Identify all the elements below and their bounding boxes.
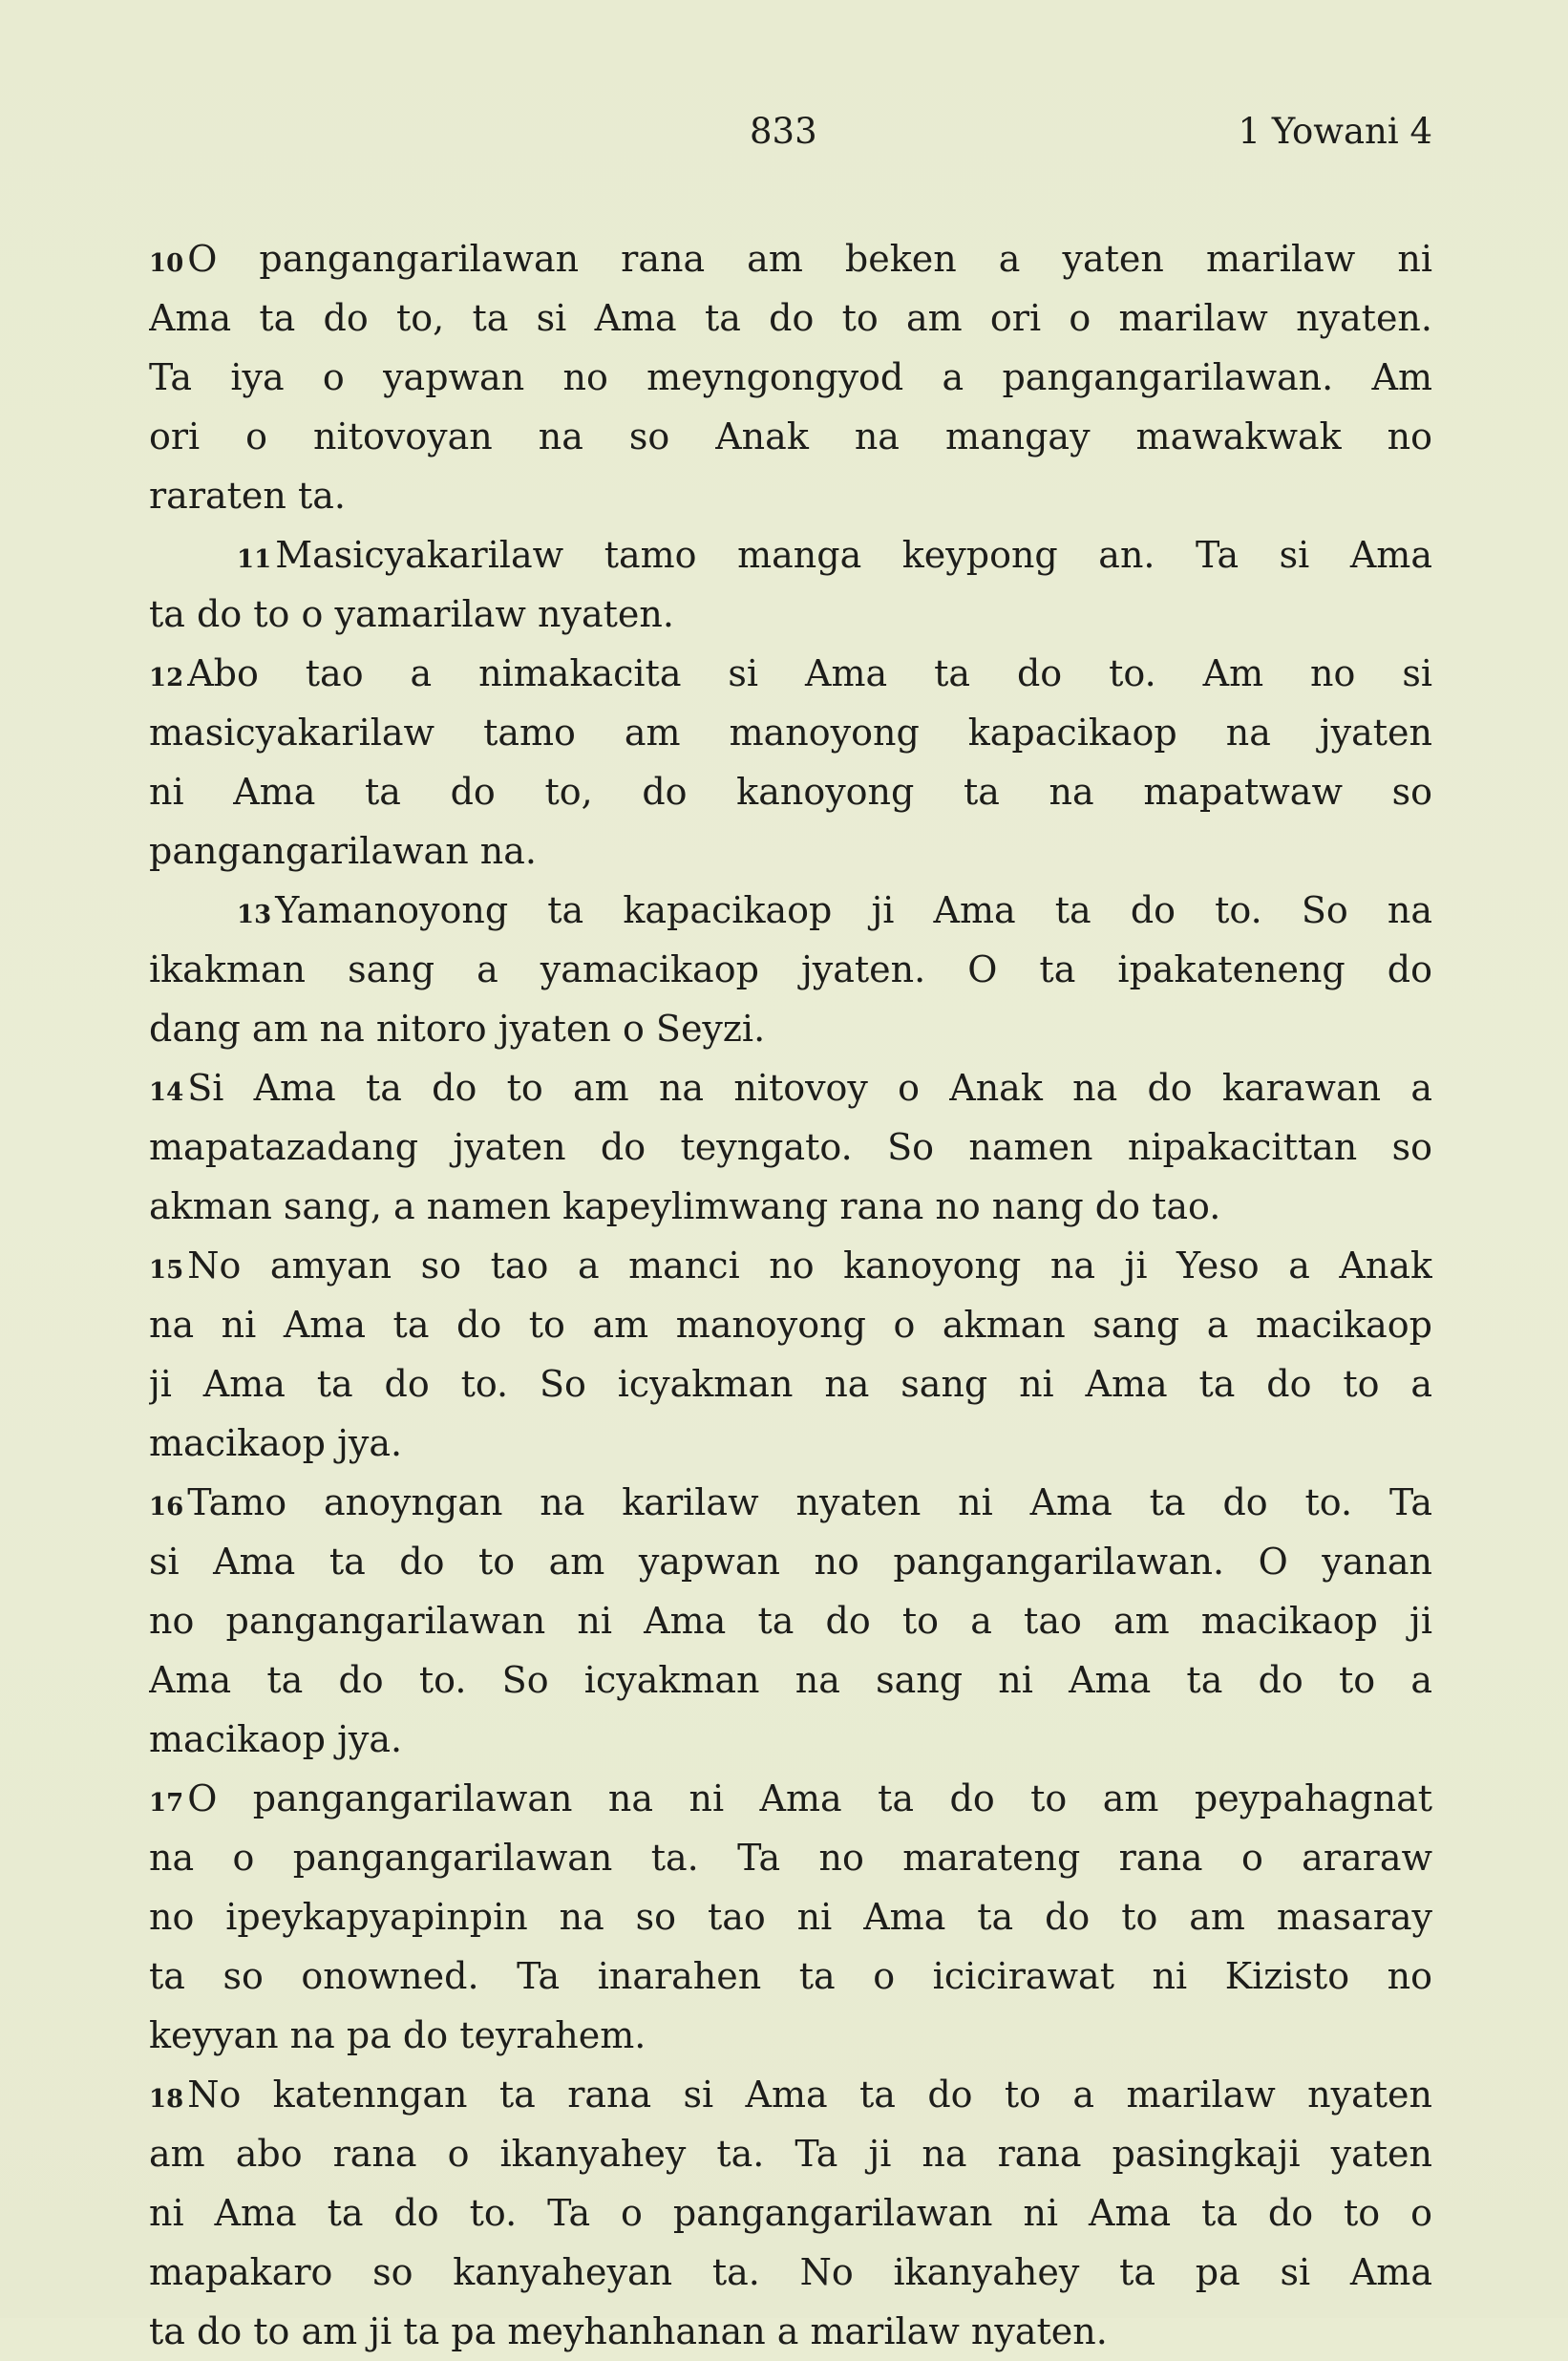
verse-line	[149, 1058, 1432, 1117]
verse-number: 15	[149, 1256, 184, 1285]
verse-line: ta so onowned. Ta inarahen ta o icicirawat ni Kizisto no	[149, 1955, 1432, 1997]
verse-line: am abo rana o ikanyahey ta. Ta ji na rana pasingkaji yaten	[149, 2133, 1432, 2175]
verse-16	[149, 1473, 1432, 1769]
verse-line: macikaop jya.	[149, 1718, 403, 1760]
verse-line: keyyan na pa do teyrahem.	[149, 2014, 646, 2056]
verse-line: ikakman sang a yamacikaop jyaten. O ta ipakateneng do	[149, 948, 1432, 990]
verse-text: No amyan so tao a manci no kanoyong na ji Yeso a Anak	[187, 1244, 1432, 1287]
verse-text: O pangangarilawan na ni Ama ta do to am peypahagnat	[187, 1777, 1432, 1819]
running-head: 1 Yowani 4	[1238, 111, 1432, 152]
verse-line	[149, 881, 1432, 940]
page-number: 833	[750, 111, 817, 152]
verse-line	[149, 2065, 1432, 2124]
verse-line: na ni Ama ta do to am manoyong o akman sang a macikaop	[149, 1304, 1432, 1346]
verse-line: macikaop jya.	[149, 1422, 403, 1464]
verse-line: Ta iya o yapwan no meyngongyod a pangangarilawan. Am	[149, 356, 1432, 398]
verse-number: 18	[149, 2085, 184, 2114]
verse-17	[149, 1769, 1432, 2065]
verse-line: Ama ta do to. So icyakman na sang ni Ama ta do to a	[149, 1659, 1432, 1701]
verse-line: ori o nitovoyan na so Anak na mangay mawakwak no	[149, 415, 1432, 457]
verse-line: akman sang, a namen kapeylimwang rana no nang do tao.	[149, 1185, 1221, 1227]
verse-text: Abo tao a nimakacita si Ama ta do to. Am no si	[187, 652, 1432, 694]
verse-line	[149, 525, 1432, 585]
verse-line: no ipeykapyapinpin na so tao ni Ama ta do to am masaray	[149, 1896, 1432, 1938]
verse-line: raraten ta.	[149, 475, 346, 517]
verse-14	[149, 1058, 1432, 1236]
verse-line: Ama ta do to, ta si Ama ta do to am ori o marilaw nyaten.	[149, 297, 1432, 339]
verse-text: O pangangarilawan rana am beken a yaten marilaw ni	[187, 238, 1432, 280]
verse-line: na o pangangarilawan ta. Ta no marateng rana o araraw	[149, 1837, 1432, 1879]
verse-line: ni Ama ta do to, do kanoyong ta na mapatwaw so	[149, 771, 1432, 813]
verse-line	[149, 229, 1432, 288]
verse-number: 11	[237, 545, 272, 574]
verse-line	[149, 644, 1432, 703]
chapter-text	[149, 229, 1432, 2361]
verse-number: 14	[149, 1078, 184, 1107]
verse-line	[149, 1473, 1432, 1532]
verse-text: Masicyakarilaw tamo manga keypong an. Ta si Ama	[275, 534, 1432, 576]
verse-10	[149, 229, 1432, 525]
verse-text: Yamanoyong ta kapacikaop ji Ama ta do to. So na	[275, 889, 1432, 931]
verse-line: si Ama ta do to am yapwan no pangangarilawan. O yanan	[149, 1541, 1432, 1583]
verse-11	[149, 525, 1432, 644]
verse-line: dang am na nitoro jyaten o Seyzi.	[149, 1008, 766, 1050]
verse-text: Si Ama ta do to am na nitovoy o Anak na do karawan a	[187, 1067, 1432, 1109]
verse-line: ni Ama ta do to. Ta o pangangarilawan ni Ama ta do to o	[149, 2192, 1432, 2234]
verse-number: 16	[149, 1493, 184, 1521]
verse-line	[149, 1769, 1432, 1828]
verse-text: No katenngan ta rana si Ama ta do to a marilaw nyaten	[187, 2074, 1432, 2116]
page-header	[148, 103, 1432, 160]
verse-line	[149, 1236, 1432, 1295]
verse-12	[149, 644, 1432, 881]
verse-line: no pangangarilawan ni Ama ta do to a tao am macikaop ji	[149, 1600, 1432, 1642]
verse-line: mapakaro so kanyaheyan ta. No ikanyahey ta pa si Ama	[149, 2251, 1432, 2293]
verse-line: ta do to am ji ta pa meyhanhanan a marilaw nyaten.	[149, 2310, 1108, 2352]
verse-15	[149, 1236, 1432, 1473]
verse-18	[149, 2065, 1432, 2361]
verse-line: pangangarilawan na.	[149, 830, 537, 872]
verse-13	[149, 881, 1432, 1058]
verse-line: ji Ama ta do to. So icyakman na sang ni Ama ta do to a	[149, 1363, 1432, 1405]
verse-number: 12	[149, 664, 184, 692]
verse-line: mapatazadang jyaten do teyngato. So namen nipakacittan so	[149, 1126, 1432, 1168]
verse-number: 13	[237, 901, 272, 929]
verse-text: Tamo anoyngan na karilaw nyaten ni Ama ta do to. Ta	[187, 1481, 1432, 1523]
verse-line: ta do to o yamarilaw nyaten.	[149, 593, 674, 635]
verse-line: masicyakarilaw tamo am manoyong kapacikaop na jyaten	[149, 712, 1432, 754]
verse-number: 17	[149, 1789, 184, 1818]
verse-number: 10	[149, 249, 184, 278]
